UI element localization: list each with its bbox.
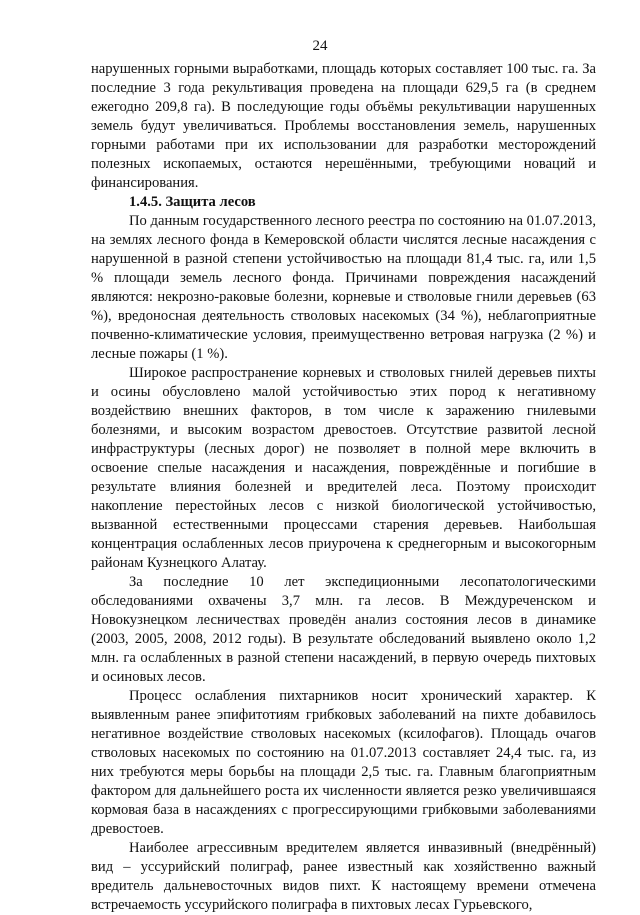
paragraph-root-rot: Широкое распространение корневых и стволовых гнилей деревьев пихты и осины обусловлено малой устойчивостью этих пород к негативному воздействию внешних факторов, в том числе к заражению гнилевыми болезнями, и высоким возрастом древостоев. Отсутствие развитой лесной инфраструктуры (лесных дорог) не позволяет в полной мере включить в освоение спелые насаждения и насаждения, повреждённые и погибшие в результате влияния болезней и вредителей леса. Поэтому происходит накопление перестойных лесов с низкой биологической устойчивостью, вызванной естественными процессами старения деревьев. Наибольшая концентрация ослабленных лесов приурочена к среднегорным и высокогорным районам Кузнецкого Алатау. (91, 365, 596, 571)
section-heading: 1.4.5. Защита лесов (129, 194, 256, 210)
paragraph-surveys: За последние 10 лет экспедиционными лесопатологическими обследованиями охвачены 3,7 млн. га лесов. В Междуреченском и Новокузнецком лесничествах проведён анализ состояния лесов в динамике (2003, 2005, 2008, 2012 годы). В результате обследований выявлено около 1,2 млн. га ослабленных в разной степени насаждений, в первую очередь пихтовых и осиновых лесов. (91, 574, 596, 685)
page-content (91, 60, 596, 915)
page-number: 24 (312, 38, 328, 54)
intro-paragraph: нарушенных горными выработками, площадь которых составляет 100 тыс. га. За последние 3 года рекультивация проведена на площади 629,5 га (в среднем ежегодно 209,8 га). В последующие годы объёмы рекультивации нарушенных земель будут увеличиваться. Проблемы восстановления земель, нарушенных горными работами при их использовании для разработки месторождений полезных ископаемых, остаются нерешёнными, требующими новаций и финансирования. (91, 61, 596, 191)
paragraph-ussuri-polygraph: Наиболее агрессивным вредителем является инвазивный (внедрённый) вид – уссурийский полиграф, ранее известный как хозяйственно важный вредитель дальневосточных видов пихт. К настоящему времени отмечена встречаемость уссурийского полиграфа в пихтовых лесах Гурьевского, (91, 840, 596, 913)
paragraph-forest-registry: По данным государственного лесного реестра по состоянию на 01.07.2013, на землях лесного фонда в Кемеровской области числятся лесные насаждения с нарушенной в разной степени устойчивостью на площади 81,4 тыс. га, или 1,5 % площади земель лесного фонда. Причинами повреждения насаждений являются: некрозно-раковые болезни, корневые и стволовые гнили деревьев (63 %), вредоносная деятельность стволовых насекомых (34 %), неблагоприятные почвенно-климатические условия, преимущественно ветровая нагрузка (2 %) и лесные пожары (1 %). (91, 213, 596, 362)
paragraph-fir-weakening: Процесс ослабления пихтарников носит хронический характер. К выявленным ранее эпифитотиям грибковых заболеваний на пихте добавилось негативное воздействие стволовых насекомых (ксилофагов). Площадь очагов стволовых насекомых по состоянию на 01.07.2013 составляет 24,4 тыс. га, из них требуются меры борьбы на площади 2,5 тыс. га. Главным благоприятным фактором для дальнейшего роста их численности является резко увеличившаяся кормовая база в насаждениях с прогрессирующими грибковыми заболеваниями древостоев. (91, 688, 596, 837)
